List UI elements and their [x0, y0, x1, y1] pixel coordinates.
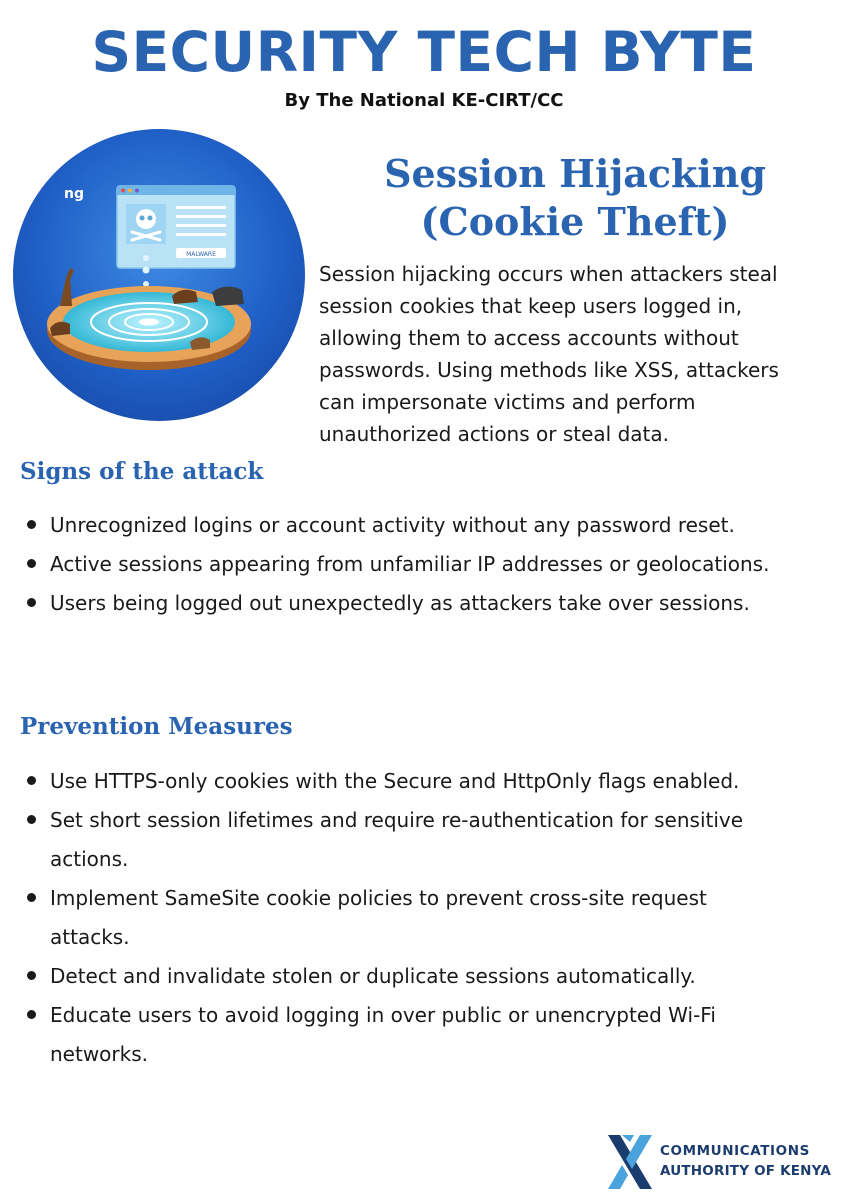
signs-heading: Signs of the attack	[20, 458, 264, 485]
bullet-icon	[27, 776, 36, 785]
bullet-icon	[27, 815, 36, 824]
bullet-icon	[27, 971, 36, 980]
logo-line1: COMMUNICATIONS	[660, 1143, 810, 1159]
ca-kenya-x-logo-icon	[604, 1133, 656, 1193]
list-item	[0, 584, 800, 623]
intro-paragraph: Session hijacking occurs when attackers steal session cookies that keep users logged in, allowing them to access accounts without passwords. Using methods like XSS, attackers can impersonate victims and perform unauthorized actions or steal data.	[319, 262, 779, 446]
list-item	[0, 879, 800, 957]
list-item	[0, 506, 800, 545]
list-item-text: Detect and invalidate stolen or duplicate sessions automatically.	[50, 964, 696, 988]
list-item	[0, 957, 800, 996]
bullet-icon	[27, 893, 36, 902]
image-text: ng	[64, 186, 84, 202]
logo-line2: AUTHORITY OF KENYA	[660, 1163, 831, 1179]
list-item	[0, 996, 800, 1074]
ca-kenya-logo	[604, 1133, 840, 1193]
bullet-icon	[27, 598, 36, 607]
list-item	[0, 545, 800, 584]
prevention-list	[0, 762, 800, 1074]
list-item-text: Unrecognized logins or account activity without any password reset.	[50, 513, 735, 537]
hero-illustration	[12, 128, 306, 422]
signs-list	[0, 506, 800, 623]
list-item-text: Implement SameSite cookie policies to prevent cross-site request attacks.	[50, 886, 707, 949]
bullet-icon	[27, 559, 36, 568]
rhino-icon	[212, 286, 244, 306]
list-item-text: Set short session lifetimes and require re-authentication for sensitive actions.	[50, 808, 744, 871]
byline: By The National KE-CIRT/CC	[284, 90, 564, 111]
cookie-theft-illustration	[12, 128, 306, 422]
list-item-text: Active sessions appearing from unfamiliar IP addresses or geolocations.	[50, 552, 770, 576]
malware-label: MALWARE	[186, 251, 216, 258]
list-item-text: Use HTTPS-only cookies with the Secure and HttpOnly flags enabled.	[50, 769, 740, 793]
skull-icon	[136, 209, 156, 229]
list-item-text: Educate users to avoid logging in over public or unencrypted Wi-Fi networks.	[50, 1003, 716, 1066]
blue-circle-background	[13, 129, 305, 421]
topic-title-line1: Session Hijacking	[384, 151, 766, 196]
page-title: SECURITY TECH BYTE	[91, 20, 757, 84]
topic-title	[330, 150, 820, 246]
prevention-heading: Prevention Measures	[20, 713, 293, 740]
bullet-icon	[27, 520, 36, 529]
list-item	[0, 801, 800, 879]
bullet-icon	[27, 1010, 36, 1019]
topic-title-line2: (Cookie Theft)	[420, 199, 730, 244]
list-item-text: Users being logged out unexpectedly as attackers take over sessions.	[50, 591, 750, 615]
list-item	[0, 762, 800, 801]
